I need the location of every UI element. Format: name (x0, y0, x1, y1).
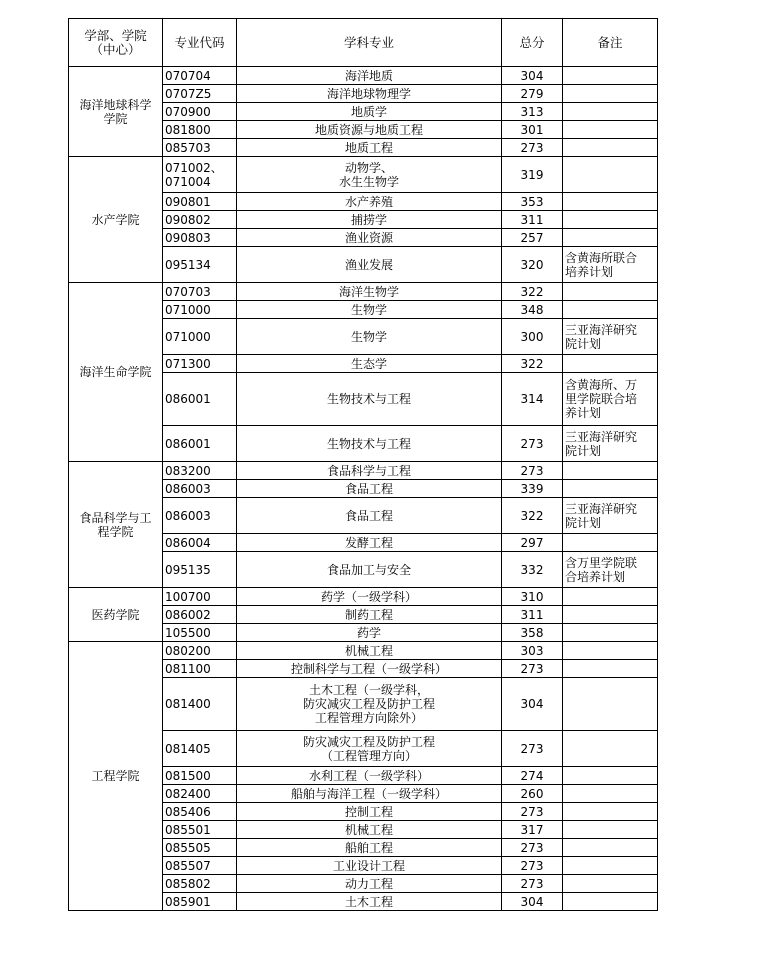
code-cell: 0707Z5 (163, 85, 237, 103)
header-subject: 学科专业 (237, 19, 502, 67)
score-cell: 319 (502, 157, 563, 193)
code-cell: 070704 (163, 67, 237, 85)
subject-cell: 海洋生物学 (237, 283, 502, 301)
subject-cell: 动力工程 (237, 875, 502, 893)
subject-cell: 水利工程（一级学科） (237, 767, 502, 785)
header-note: 备注 (563, 19, 658, 67)
subject-cell: 渔业资源 (237, 229, 502, 247)
note-cell (563, 839, 658, 857)
note-cell (563, 121, 658, 139)
subject-cell: 捕捞学 (237, 211, 502, 229)
table-row (69, 462, 658, 480)
code-cell: 090801 (163, 193, 237, 211)
note-cell (563, 480, 658, 498)
code-cell: 070703 (163, 283, 237, 301)
note-cell (563, 731, 658, 767)
table-row (69, 642, 658, 660)
code-cell: 086001 (163, 426, 237, 462)
subject-cell: 水产养殖 (237, 193, 502, 211)
subject-cell: 海洋地质 (237, 67, 502, 85)
code-cell: 095135 (163, 552, 237, 588)
score-cell: 317 (502, 821, 563, 839)
code-cell: 085901 (163, 893, 237, 911)
code-cell: 090802 (163, 211, 237, 229)
note-cell: 含万里学院联 合培养计划 (563, 552, 658, 588)
code-cell: 085507 (163, 857, 237, 875)
subject-cell: 海洋地球物理学 (237, 85, 502, 103)
subject-cell: 地质工程 (237, 139, 502, 157)
score-cell: 301 (502, 121, 563, 139)
code-cell: 071300 (163, 355, 237, 373)
subject-cell: 发酵工程 (237, 534, 502, 552)
score-cell: 304 (502, 678, 563, 731)
header-code: 专业代码 (163, 19, 237, 67)
code-cell: 082400 (163, 785, 237, 803)
subject-cell: 生物技术与工程 (237, 373, 502, 426)
subject-cell: 船舶与海洋工程（一级学科） (237, 785, 502, 803)
note-cell (563, 857, 658, 875)
score-cell: 273 (502, 839, 563, 857)
code-cell: 083200 (163, 462, 237, 480)
table-row (69, 283, 658, 301)
note-cell (563, 301, 658, 319)
code-cell: 080200 (163, 642, 237, 660)
score-cell: 273 (502, 857, 563, 875)
code-cell: 081100 (163, 660, 237, 678)
note-cell (563, 462, 658, 480)
table-row (69, 67, 658, 85)
note-cell (563, 678, 658, 731)
table-row (69, 157, 658, 193)
score-cell: 353 (502, 193, 563, 211)
score-cell: 273 (502, 803, 563, 821)
score-cell: 322 (502, 498, 563, 534)
note-cell (563, 139, 658, 157)
note-cell (563, 588, 658, 606)
score-cell: 273 (502, 139, 563, 157)
note-cell (563, 821, 658, 839)
note-cell (563, 67, 658, 85)
score-cell: 273 (502, 660, 563, 678)
subject-cell: 渔业发展 (237, 247, 502, 283)
score-cell: 313 (502, 103, 563, 121)
note-cell (563, 229, 658, 247)
code-cell: 085505 (163, 839, 237, 857)
score-cell: 311 (502, 606, 563, 624)
code-cell: 085501 (163, 821, 237, 839)
code-cell: 085703 (163, 139, 237, 157)
code-cell: 100700 (163, 588, 237, 606)
college-cell: 工程学院 (69, 642, 163, 911)
subject-cell: 动物学、 水生生物学 (237, 157, 502, 193)
code-cell: 081400 (163, 678, 237, 731)
note-cell (563, 606, 658, 624)
subject-cell: 食品工程 (237, 498, 502, 534)
score-cell: 274 (502, 767, 563, 785)
score-cell: 260 (502, 785, 563, 803)
score-cell: 273 (502, 731, 563, 767)
subject-cell: 食品工程 (237, 480, 502, 498)
subject-cell: 生态学 (237, 355, 502, 373)
note-cell (563, 624, 658, 642)
subject-cell: 药学（一级学科） (237, 588, 502, 606)
subject-cell: 土木工程（一级学科， 防灾减灾工程及防护工程 工程管理方向除外） (237, 678, 502, 731)
code-cell: 095134 (163, 247, 237, 283)
score-table (68, 18, 658, 911)
note-cell (563, 875, 658, 893)
subject-cell: 制药工程 (237, 606, 502, 624)
note-cell (563, 893, 658, 911)
code-cell: 081800 (163, 121, 237, 139)
code-cell: 090803 (163, 229, 237, 247)
note-cell (563, 85, 658, 103)
college-cell: 海洋生命学院 (69, 283, 163, 462)
header-row (69, 19, 658, 67)
subject-cell: 食品加工与安全 (237, 552, 502, 588)
note-cell (563, 785, 658, 803)
note-cell: 含黄海所联合 培养计划 (563, 247, 658, 283)
note-cell (563, 803, 658, 821)
code-cell: 086002 (163, 606, 237, 624)
note-cell (563, 211, 658, 229)
score-cell: 348 (502, 301, 563, 319)
code-cell: 086001 (163, 373, 237, 426)
subject-cell: 生物技术与工程 (237, 426, 502, 462)
subject-cell: 地质学 (237, 103, 502, 121)
score-cell: 273 (502, 875, 563, 893)
score-cell: 300 (502, 319, 563, 355)
note-cell (563, 355, 658, 373)
code-cell: 070900 (163, 103, 237, 121)
score-cell: 322 (502, 355, 563, 373)
score-cell: 332 (502, 552, 563, 588)
score-cell: 339 (502, 480, 563, 498)
note-cell (563, 193, 658, 211)
code-cell: 071002、 071004 (163, 157, 237, 193)
table-body (69, 67, 658, 911)
score-cell: 358 (502, 624, 563, 642)
subject-cell: 生物学 (237, 319, 502, 355)
score-cell: 273 (502, 462, 563, 480)
code-cell: 086004 (163, 534, 237, 552)
subject-cell: 控制科学与工程（一级学科） (237, 660, 502, 678)
code-cell: 081405 (163, 731, 237, 767)
college-cell: 医药学院 (69, 588, 163, 642)
subject-cell: 工业设计工程 (237, 857, 502, 875)
code-cell: 086003 (163, 498, 237, 534)
score-cell: 322 (502, 283, 563, 301)
score-cell: 297 (502, 534, 563, 552)
score-cell: 279 (502, 85, 563, 103)
note-cell: 三亚海洋研究 院计划 (563, 498, 658, 534)
note-cell (563, 534, 658, 552)
code-cell: 081500 (163, 767, 237, 785)
note-cell (563, 767, 658, 785)
code-cell: 071000 (163, 319, 237, 355)
code-cell: 086003 (163, 480, 237, 498)
score-cell: 311 (502, 211, 563, 229)
note-cell: 含黄海所、万 里学院联合培 养计划 (563, 373, 658, 426)
subject-cell: 土木工程 (237, 893, 502, 911)
code-cell: 071000 (163, 301, 237, 319)
college-cell: 水产学院 (69, 157, 163, 283)
header-score: 总分 (502, 19, 563, 67)
score-cell: 303 (502, 642, 563, 660)
note-cell (563, 103, 658, 121)
code-cell: 085802 (163, 875, 237, 893)
note-cell (563, 660, 658, 678)
subject-cell: 机械工程 (237, 642, 502, 660)
note-cell: 三亚海洋研究 院计划 (563, 319, 658, 355)
subject-cell: 机械工程 (237, 821, 502, 839)
score-cell: 257 (502, 229, 563, 247)
score-cell: 304 (502, 67, 563, 85)
note-cell (563, 642, 658, 660)
subject-cell: 食品科学与工程 (237, 462, 502, 480)
note-cell (563, 283, 658, 301)
subject-cell: 防灾减灾工程及防护工程 （工程管理方向） (237, 731, 502, 767)
code-cell: 085406 (163, 803, 237, 821)
subject-cell: 船舶工程 (237, 839, 502, 857)
score-cell: 314 (502, 373, 563, 426)
subject-cell: 药学 (237, 624, 502, 642)
subject-cell: 地质资源与地质工程 (237, 121, 502, 139)
subject-cell: 控制工程 (237, 803, 502, 821)
note-cell (563, 157, 658, 193)
table-row (69, 588, 658, 606)
score-cell: 304 (502, 893, 563, 911)
code-cell: 105500 (163, 624, 237, 642)
college-cell: 海洋地球科学 学院 (69, 67, 163, 157)
score-cell: 320 (502, 247, 563, 283)
college-cell: 食品科学与工 程学院 (69, 462, 163, 588)
header-college: 学部、学院 （中心） (69, 19, 163, 67)
note-cell: 三亚海洋研究 院计划 (563, 426, 658, 462)
score-cell: 310 (502, 588, 563, 606)
score-cell: 273 (502, 426, 563, 462)
subject-cell: 生物学 (237, 301, 502, 319)
